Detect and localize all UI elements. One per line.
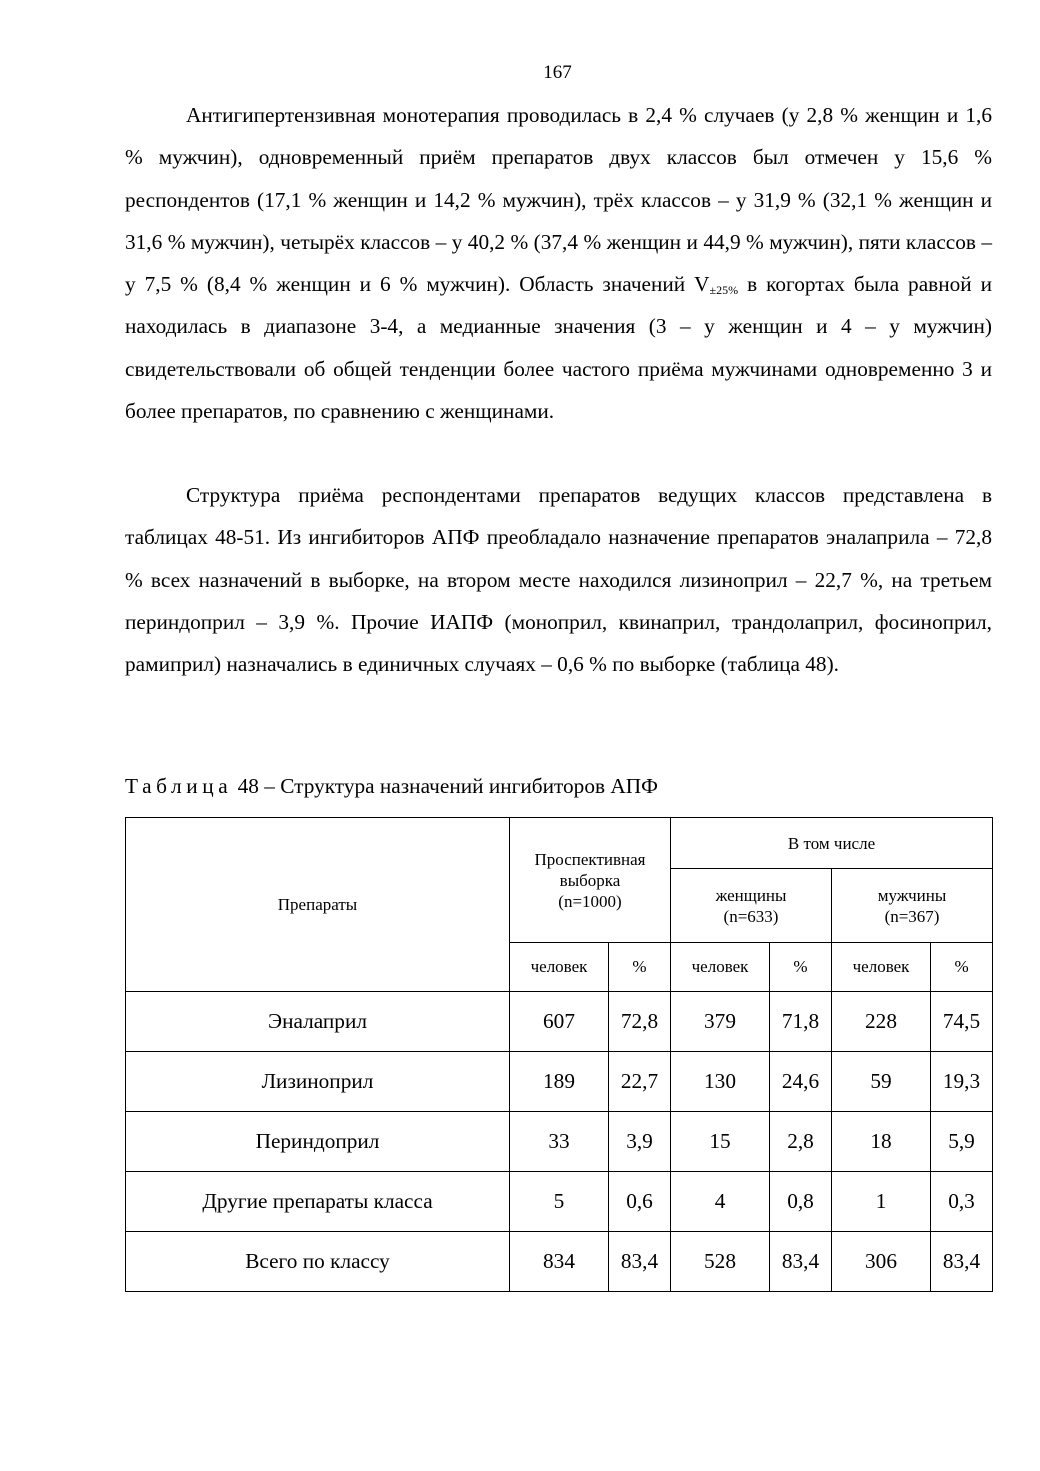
women-percent: 2,8	[770, 1112, 832, 1172]
table-caption	[125, 774, 658, 799]
sub-header-people: человек	[832, 943, 931, 992]
men-percent: 5,9	[931, 1112, 993, 1172]
men-percent: 0,3	[931, 1172, 993, 1232]
table-row	[126, 1172, 993, 1232]
women-count: 528	[671, 1232, 770, 1292]
v-subscript: ±25%	[709, 283, 739, 298]
women-percent: 0,8	[770, 1172, 832, 1232]
header-sample	[510, 818, 671, 943]
header-men-line1: мужчины	[877, 885, 947, 905]
header-women-line1: женщины	[715, 885, 787, 905]
women-percent: 83,4	[770, 1232, 832, 1292]
sub-header-people: человек	[671, 943, 770, 992]
sub-header-percent: %	[609, 943, 671, 992]
sample-percent: 22,7	[609, 1052, 671, 1112]
men-percent: 19,3	[931, 1052, 993, 1112]
sample-count: 33	[510, 1112, 609, 1172]
table-caption-title: 48 – Структура назначений ингибиторов АПФ	[232, 774, 658, 798]
paragraph-1	[125, 94, 992, 432]
men-count: 228	[832, 992, 931, 1052]
header-sample-line2: выборка	[559, 870, 621, 890]
header-drugs: Препараты	[126, 818, 510, 992]
drug-name: Эналаприл	[126, 992, 510, 1052]
paragraph-2-text: Структура приёма респондентами препаратов ведущих классов представлена в таблицах 48-51. Из ингибиторов АПФ преобладало назначение препаратов эналаприла – 72,8 % всех назначений в выборке, на втором месте находился лизиноприл – 22,7 %, на третьем периндоприл – 3,9 %. Прочие ИАПФ (моноприл, квинаприл, трандолаприл, фосиноприл, рамиприл) назначались в единичных случаях – 0,6 % по выборке (таблица 48).	[125, 483, 992, 677]
table-row-total	[126, 1232, 993, 1292]
paragraph-1-text-a: Антигипертензивная монотерапия проводилась в 2,4 % случаев (у 2,8 % женщин и 1,6 % мужчин), одновременный приём препаратов двух классов был отмечен у 15,6 % респондентов (17,1 % женщин и 14,2 % мужчин), трёх классов – у 31,9 % (32,1 % женщин и 31,6 % мужчин), четырёх классов – у 40,2 % (37,4 % женщин и 44,9 % мужчин), пяти классов – у 7,5 % (8,4 % женщин и 6 % мужчин). Область значений V	[125, 103, 992, 297]
sub-header-percent: %	[931, 943, 993, 992]
women-count: 379	[671, 992, 770, 1052]
sample-count: 5	[510, 1172, 609, 1232]
women-count: 4	[671, 1172, 770, 1232]
drug-name: Периндоприл	[126, 1112, 510, 1172]
header-men	[832, 869, 993, 943]
header-women-line2: (n=633)	[723, 906, 779, 926]
sample-percent: 72,8	[609, 992, 671, 1052]
sample-percent: 83,4	[609, 1232, 671, 1292]
women-percent: 24,6	[770, 1052, 832, 1112]
men-count: 18	[832, 1112, 931, 1172]
men-count: 306	[832, 1232, 931, 1292]
ace-inhibitors-table	[125, 817, 993, 1292]
sub-header-percent: %	[770, 943, 832, 992]
drug-name: Другие препараты класса	[126, 1172, 510, 1232]
paragraph-1-text-b: в когортах была равной и находилась в диапазоне 3-4, а медианные значения (3 – у женщин и 4 – у мужчин) свидетельствовали об общей тенденции более частого приёма мужчинами одновременно 3 и более препаратов, по сравнению с женщинами.	[125, 272, 993, 424]
women-percent: 71,8	[770, 992, 832, 1052]
women-count: 130	[671, 1052, 770, 1112]
sub-header-people: человек	[510, 943, 609, 992]
table-caption-label: Таблица	[125, 774, 233, 798]
header-women	[671, 869, 832, 943]
women-count: 15	[671, 1112, 770, 1172]
header-including: В том числе	[671, 818, 993, 869]
header-sample-line3: (n=1000)	[558, 891, 622, 911]
men-count: 59	[832, 1052, 931, 1112]
drug-name: Лизиноприл	[126, 1052, 510, 1112]
table-row	[126, 1112, 993, 1172]
men-count: 1	[832, 1172, 931, 1232]
men-percent: 83,4	[931, 1232, 993, 1292]
sample-percent: 3,9	[609, 1112, 671, 1172]
men-percent: 74,5	[931, 992, 993, 1052]
header-men-line2: (n=367)	[884, 906, 940, 926]
sample-count: 834	[510, 1232, 609, 1292]
header-sample-line1: Проспективная	[534, 849, 646, 869]
table-row	[126, 992, 993, 1052]
sample-percent: 0,6	[609, 1172, 671, 1232]
table-row	[126, 1052, 993, 1112]
drug-name: Всего по классу	[126, 1232, 510, 1292]
paragraph-2	[125, 474, 992, 685]
page-number: 167	[543, 62, 572, 83]
sample-count: 607	[510, 992, 609, 1052]
sample-count: 189	[510, 1052, 609, 1112]
